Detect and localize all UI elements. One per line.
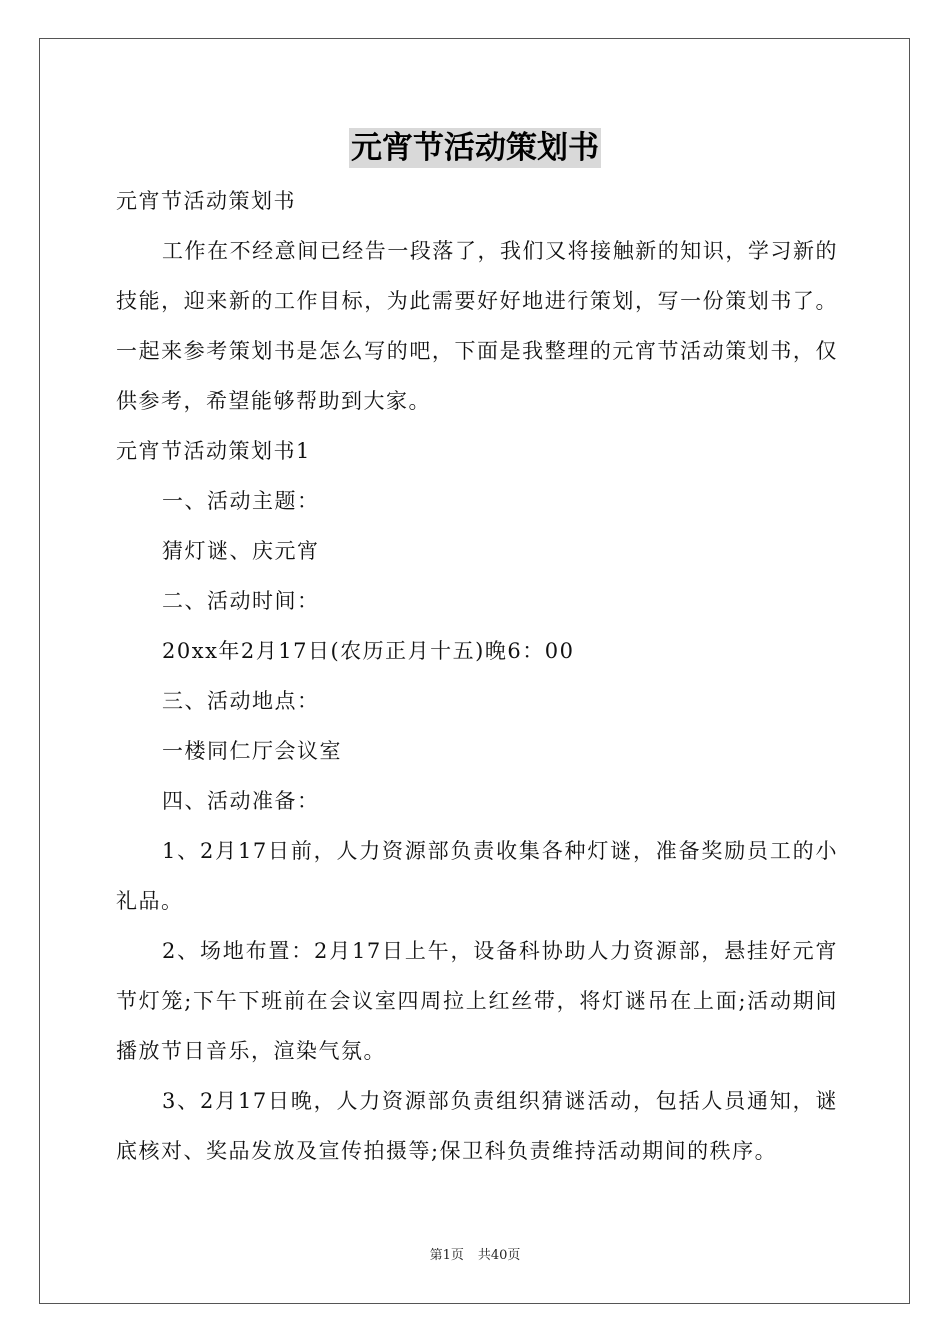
page-number: 第1页	[429, 1248, 464, 1263]
item-text-location: 一楼同仁厅会议室	[162, 739, 342, 763]
item-text-theme: 猜灯谜、庆元宵	[162, 539, 320, 563]
document-body	[116, 176, 838, 1176]
intro-paragraph: 工作在不经意间已经告一段落了，我们又将接触新的知识，学习新的技能，迎来新的工作目标，为此需要好好地进行策划，写一份策划书了。一起来参考策划书是怎么写的吧，下面是我整理的元宵节活动策划书，仅供参考，希望能够帮助到大家。	[116, 239, 838, 413]
section-heading: 元宵节活动策划书1	[116, 439, 311, 463]
subtitle-paragraph: 元宵节活动策划书	[116, 189, 296, 213]
item-heading-time: 二、活动时间：	[162, 589, 320, 613]
page-footer	[0, 1247, 950, 1265]
item-heading-theme: 一、活动主题：	[162, 489, 320, 513]
document-title: 元宵节活动策划书	[351, 130, 599, 166]
preparation-item-2: 2、场地布置：2月17日上午，设备科协助人力资源部，悬挂好元宵节灯笼;下午下班前在会议室四周拉上红丝带，将灯谜吊在上面;活动期间播放节日音乐，渲染气氛。	[116, 939, 838, 1063]
item-text-time: 20xx年2月17日(农历正月十五)晚6：00	[162, 639, 575, 663]
preparation-item-3: 3、2月17日晚，人力资源部负责组织猜谜活动，包括人员通知，谜底核对、奖品发放及宣传拍摄等;保卫科负责维持活动期间的秩序。	[116, 1089, 838, 1163]
preparation-item-1: 1、2月17日前，人力资源部负责收集各种灯谜，准备奖励员工的小礼品。	[116, 839, 838, 913]
item-heading-location: 三、活动地点：	[162, 689, 320, 713]
page-total: 共40页	[477, 1248, 521, 1263]
title-container	[0, 128, 950, 168]
item-heading-preparation: 四、活动准备：	[162, 789, 320, 813]
